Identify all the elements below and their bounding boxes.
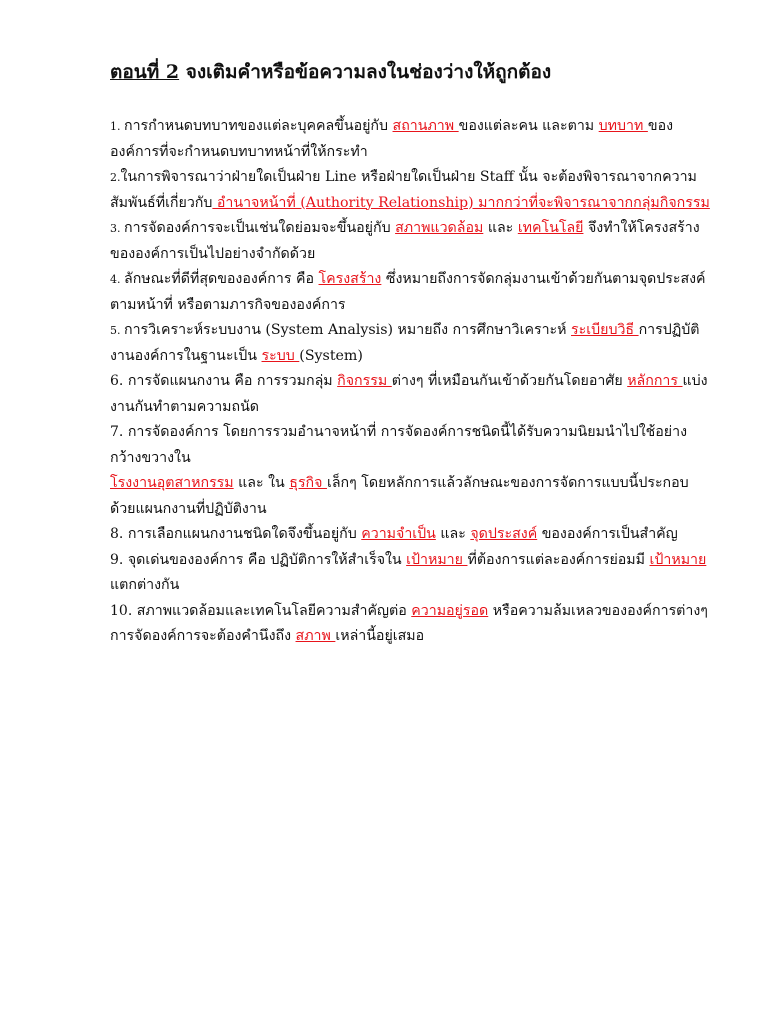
question-text: การเลือกแผนกงานชนิดใดจึงขึ้นอยู่กับ bbox=[127, 526, 362, 542]
question-item bbox=[110, 599, 710, 650]
question-text: เล็กๆ โดยหลักการแล้วลักษณะของการจัดการแบบนี้ประกอบด้วยแผนกงานที่ปฏิบัติงาน bbox=[110, 475, 689, 517]
question-text: ที่ต้องการแต่ละองค์การย่อมมี bbox=[467, 551, 650, 568]
question-text: ของแต่ละคน และตาม bbox=[458, 118, 599, 134]
question-text: ต่างๆ ที่เหมือนกันเข้าด้วยกันโดยอาศัย bbox=[391, 373, 628, 389]
answer-text: เทคโนโลยี bbox=[517, 220, 584, 236]
section-heading bbox=[110, 58, 708, 86]
question-number: 8. bbox=[110, 526, 128, 542]
question-text: การกำหนดบทบาทของแต่ละบุคคลขึ้นอยู่กับ bbox=[124, 118, 393, 134]
question-text: ลักษณะที่ดีที่สุดขององค์การ คือ bbox=[124, 271, 319, 287]
question-text: จุดเด่นขององค์การ คือ ปฏิบัติการให้สำเร็จใน bbox=[127, 551, 407, 568]
question-text: และ bbox=[483, 220, 518, 236]
question-number: 10. bbox=[110, 602, 137, 619]
question-text: เหล่านี้อยู่เสมอ bbox=[335, 628, 425, 644]
answer-text: อำนาจหน้าที่ (Authority Relationship) มากกว่าที่จะพิจารณาจากกลุ่มกิจกรรม bbox=[212, 194, 710, 211]
question-text: และ bbox=[435, 526, 471, 542]
question-text: และ ใน bbox=[233, 475, 290, 491]
answer-text: สภาพ bbox=[295, 628, 336, 644]
question-text: การปฏิบัติงานองค์การในฐานะเป็น bbox=[110, 322, 700, 364]
question-text: การจัดองค์การจะเป็นเช่นใดย่อมจะขึ้นอยู่กับ bbox=[124, 220, 396, 236]
question-text: แตกต่างกัน bbox=[110, 577, 180, 593]
answer-text: สถานภาพ bbox=[392, 118, 459, 134]
question-number: 4. bbox=[110, 273, 124, 286]
answer-text: หลักการ bbox=[627, 373, 683, 389]
question-number: 5. bbox=[110, 324, 124, 337]
question-number: 7. bbox=[110, 424, 128, 440]
question-item bbox=[110, 548, 710, 599]
question-list bbox=[110, 114, 708, 650]
answer-text: ระเบียบวิธี bbox=[571, 322, 639, 338]
question-item bbox=[110, 267, 710, 318]
question-text: (System) bbox=[299, 347, 363, 364]
answer-text: บทบาท bbox=[598, 118, 648, 134]
question-text: จึงทำให้โครงสร้างขององค์การเป็นไปอย่างจำกัดด้วย bbox=[110, 220, 700, 262]
answer-text: ระบบ bbox=[261, 347, 300, 364]
question-number: 9. bbox=[110, 551, 128, 568]
question-text: ซึ่งหมายถึงการจัดกลุ่มงานเข้าด้วยกันตามจุดประสงค์ ตามหน้าที่ หรือตามภารกิจขององค์การ bbox=[110, 271, 706, 313]
question-text: การจัดแผนกงาน คือ การรวมกลุ่ม bbox=[127, 373, 338, 389]
question-item bbox=[110, 522, 710, 548]
question-number: 2. bbox=[110, 171, 121, 184]
question-item bbox=[110, 165, 710, 216]
question-text: ในการพิจารณาว่าฝ่ายใดเป็นฝ่าย Line หรือฝ่ายใดเป็นฝ่าย Staff นั้น จะต้องพิจารณาจากความสัมพันธ์ที่เกี่ยวกับ bbox=[110, 169, 697, 211]
question-text: หรือความล้มเหลวขององค์การต่างๆ การจัดองค์การจะต้องคำนึงถึง bbox=[110, 602, 708, 644]
question-text: แบ่งงานกันทำตามความถนัด bbox=[110, 373, 708, 415]
answer-text: จุดประสงค์ bbox=[470, 526, 538, 542]
question-text: การจัดองค์การ โดยการรวมอำนาจหน้าที่ การจัดองค์การชนิดนี้ได้รับความนิยมนำไปใช้อย่างกว้างขวางใน bbox=[110, 424, 688, 466]
answer-text: ความอยู่รอด bbox=[411, 602, 489, 619]
question-text: ของ องค์การที่จะกำหนดบทบาทหน้าที่ให้กระทำ bbox=[110, 118, 674, 160]
answer-text: ความจำเป็น bbox=[361, 526, 436, 542]
question-number: 1. bbox=[110, 120, 124, 133]
question-number: 6. bbox=[110, 373, 128, 389]
answer-text: สภาพแวดล้อม bbox=[395, 220, 484, 236]
answer-text: กิจกรรม bbox=[337, 373, 392, 389]
question-text: การวิเคราะห์ระบบงาน (System Analysis) หมายถึง การศึกษาวิเคราะห์ bbox=[124, 322, 572, 338]
question-item bbox=[110, 369, 710, 420]
question-text: สภาพแวดล้อมและเทคโนโลยีความสำคัญต่อ bbox=[136, 602, 412, 619]
question-number: 3. bbox=[110, 222, 124, 235]
question-item bbox=[110, 114, 710, 165]
question-item bbox=[110, 420, 710, 522]
section-instruction: จงเติมคำหรือข้อความลงในช่องว่างให้ถูกต้อง bbox=[179, 61, 552, 83]
answer-text: โรงงานอุตสาหกรรม bbox=[110, 475, 234, 491]
answer-text: เป้าหมาย bbox=[406, 551, 468, 568]
answer-text: เป้าหมาย bbox=[649, 551, 707, 568]
section-number: ตอนที่ 2 bbox=[110, 61, 180, 83]
question-text: ขององค์การเป็นสำคัญ bbox=[537, 526, 678, 542]
answer-text: ธุรกิจ bbox=[289, 475, 327, 491]
question-item bbox=[110, 216, 710, 267]
answer-text: โครงสร้าง bbox=[318, 271, 382, 287]
question-item bbox=[110, 318, 710, 369]
